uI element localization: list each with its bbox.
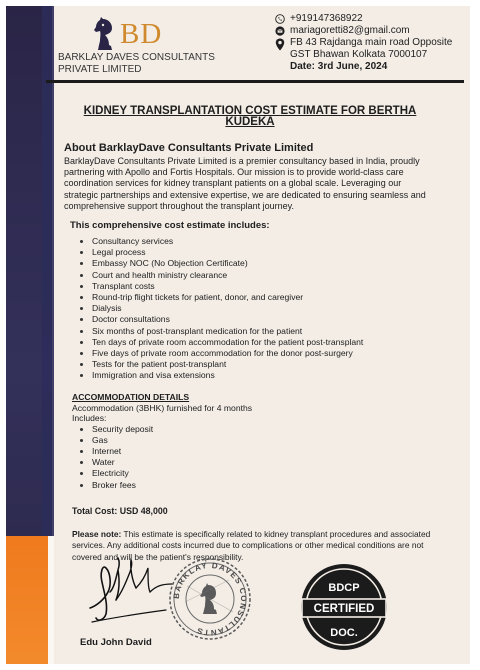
accommodation-heading: ACCOMMODATION DETAILS [72, 391, 190, 402]
company-name-line-1: BARKLAY DAVES CONSULTANTS [58, 52, 215, 63]
service-item: Consultancy services [80, 236, 462, 247]
service-item: Six months of post-transplant medication for the patient [80, 326, 462, 337]
chess-knight-icon [92, 16, 118, 52]
about-paragraph: BarklayDave Consultants Private Limited is a premier consultancy based in India, proudly partnering with Apollo and Fortis Hospitals. Our mission is to provide world-class care coordination services for kidney transplant patients on a global scale. Leveraging our strategic partnerships and extensive expertise, we are dedicated to ensuring seamless and comprehensive support throughout the transplant journey. [64, 156, 426, 211]
phone-icon [274, 14, 286, 24]
note-text: This estimate is specifically related to kidney transplant procedures and associated services. Any additional costs incurred due to complications or other medical conditions are not covered and will be the patient's responsibility. [72, 528, 431, 562]
svg-text:BARKLAY DAVES CONSULTANTS: BARKLAY DAVES CONSULTANTS [171, 560, 249, 638]
document-date: Date: 3rd June, 2024 [290, 61, 388, 72]
company-name [58, 52, 228, 76]
service-item: Five days of private room accommodation for the donor post-surgery [80, 348, 462, 359]
service-item: Immigration and visa extensions [80, 370, 462, 381]
phone-number: +919147368922 [290, 13, 363, 24]
service-item: Court and health ministry clearance [80, 270, 462, 281]
accommodation-item: Water [80, 457, 462, 468]
note-label: Please note: [72, 528, 122, 539]
address-row [274, 37, 470, 61]
accommodation-item: Security deposit [80, 424, 462, 435]
accommodation-item: Broker fees [80, 480, 462, 491]
about-heading: About BarklayDave Consultants Private Limited [64, 142, 314, 154]
signer-name: Edu John David [80, 637, 152, 648]
service-item: Tests for the patient post-transplant [80, 359, 462, 370]
email-row [274, 25, 470, 37]
contact-block [274, 13, 470, 73]
accommodation-line: Accommodation (3BHK) furnished for 4 months [72, 402, 253, 413]
header-divider [46, 80, 464, 83]
company-seal-stamp [167, 556, 253, 642]
includes-heading: This comprehensive cost estimate includes: [70, 220, 270, 232]
location-pin-icon [274, 38, 286, 51]
accommodation-item: Electricity [80, 468, 462, 479]
accommodation-list [64, 424, 462, 491]
total-cost: Total Cost: USD 48,000 [72, 505, 168, 516]
phone-row [274, 13, 470, 25]
handwritten-signature [86, 548, 176, 628]
company-logo [54, 16, 224, 78]
address-line-2: GST Bhawan Kolkata 7000107 [290, 49, 428, 60]
address-line-1: FB 43 Rajdanga main road Opposite [290, 37, 453, 48]
company-name-line-2: PRIVATE LIMITED [58, 64, 142, 75]
service-item: Legal process [80, 247, 462, 258]
badge-middle-text: CERTIFIED [313, 603, 375, 615]
email-address: mariagoretti82@gmail.com [290, 25, 410, 36]
document-title: KIDNEY TRANSPLANTATION COST ESTIMATE FOR BERTHA KUDEKA [83, 105, 417, 128]
document-body [64, 106, 462, 563]
navy-side-band-inner [42, 6, 54, 546]
badge-top-text: BDCP [328, 582, 360, 594]
address [290, 37, 452, 61]
services-list [64, 236, 462, 382]
accommodation-includes-label: Includes: [72, 413, 107, 424]
badge-bottom-text: DOC. [330, 627, 358, 639]
white-side-stripe [48, 536, 54, 664]
orange-side-band [6, 536, 48, 664]
service-item: Embassy NOC (No Objection Certificate) [80, 258, 462, 269]
logo-bd-text: BD [120, 18, 163, 50]
mail-icon [274, 26, 286, 36]
accommodation-item: Internet [80, 446, 462, 457]
service-item: Dialysis [80, 303, 462, 314]
accommodation-item: Gas [80, 435, 462, 446]
service-item: Round-trip flight tickets for patient, donor, and caregiver [80, 292, 462, 303]
service-item: Ten days of private room accommodation for the patient post-transplant [80, 337, 462, 348]
service-item: Transplant costs [80, 281, 462, 292]
service-item: Doctor consultations [80, 314, 462, 325]
